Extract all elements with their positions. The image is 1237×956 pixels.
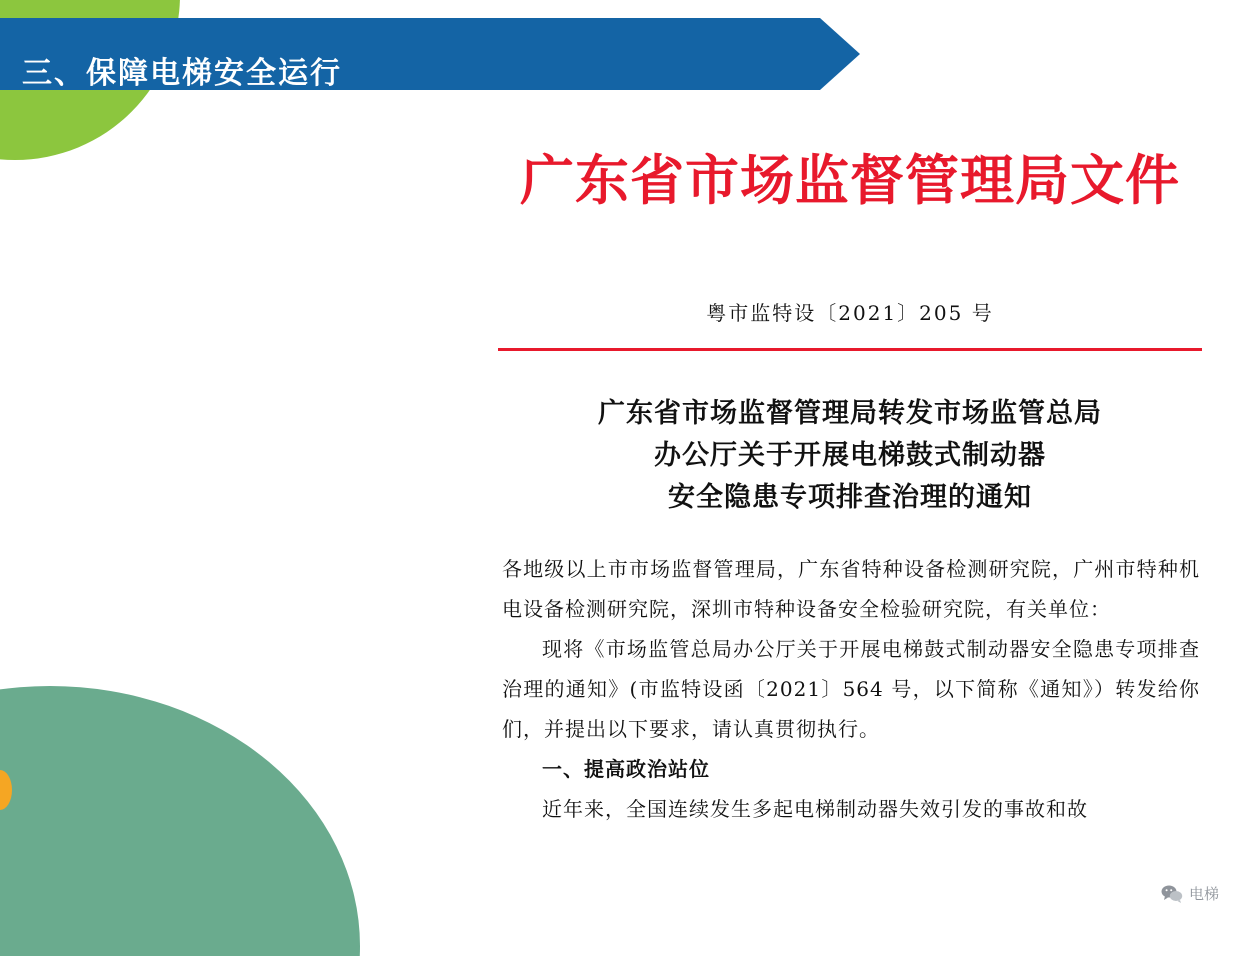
document-title <box>480 393 1220 519</box>
document-paragraph-addressees: 各地级以上市市场监督管理局，广东省特种设备检测研究院，广州市特种机电设备检测研究院，深圳市特种设备安全检验研究院，有关单位： <box>502 556 1200 621</box>
document-section-text: 近年来，全国连续发生多起电梯制动器失效引发的事故和故 <box>542 796 1088 821</box>
document-masthead: 广东省市场监督管理局文件 <box>520 148 1180 212</box>
wechat-label: 电梯 <box>1188 886 1219 903</box>
document-title-line: 办公厅关于开展电梯鼓式制动器 <box>654 439 1046 471</box>
document-number: 粤市监特设〔2021〕205 号 <box>706 301 994 325</box>
document-body <box>502 549 1200 829</box>
wechat-icon <box>1161 884 1183 903</box>
document-paragraph-intro: 现将《市场监管总局办公厅关于开展电梯鼓式制动器安全隐患专项排查治理的通知》(市监特设函〔2021〕564 号，以下简称《通知》）转发给你们，并提出以下要求，请认真贯彻执行。 <box>502 636 1200 741</box>
document-title-line: 广东省市场监督管理局转发市场监管总局 <box>598 398 1102 429</box>
document-page <box>480 110 1220 950</box>
section-header-banner <box>0 18 860 90</box>
decorative-blob-teal <box>0 686 360 956</box>
document-section-heading: 一、提高政治站位 <box>542 756 710 781</box>
document-title-line: 安全隐患专项排查治理的通知 <box>668 481 1032 513</box>
wechat-watermark <box>1161 883 1219 904</box>
document-divider-rule <box>498 348 1202 351</box>
page-title: 三、保障电梯安全运行 <box>22 57 342 90</box>
